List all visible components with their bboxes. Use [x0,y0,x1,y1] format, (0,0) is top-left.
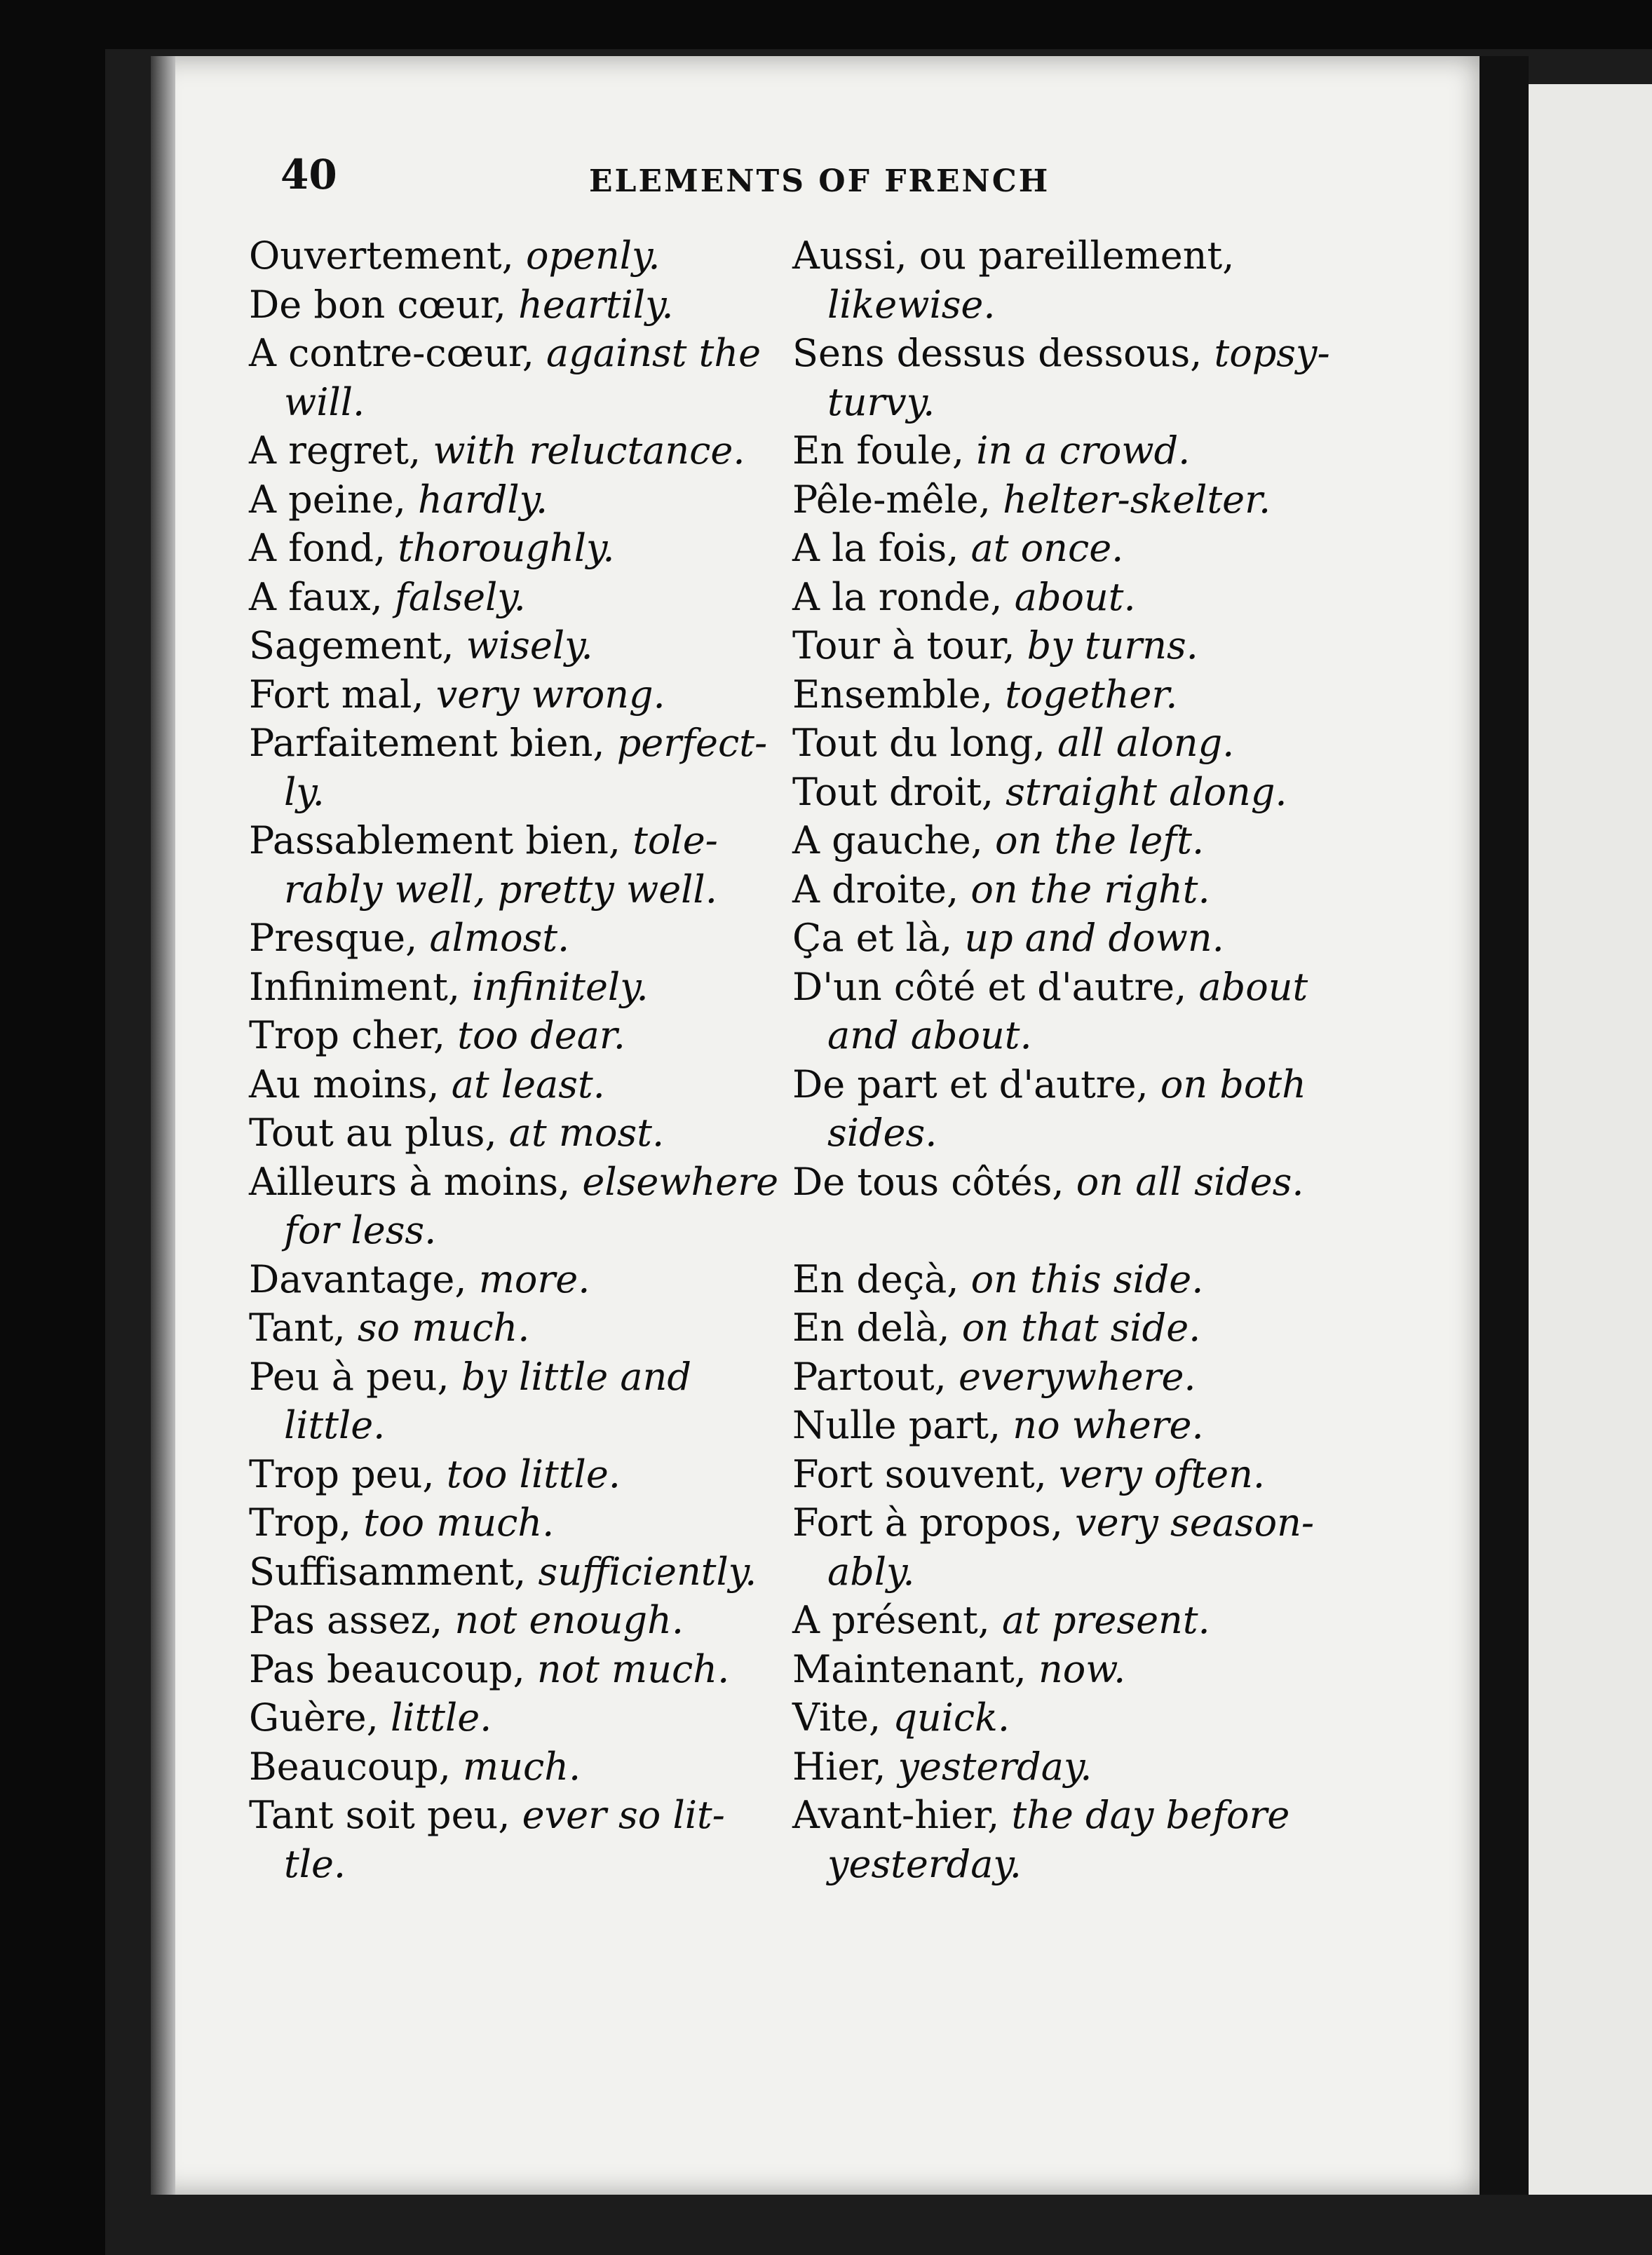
english-translation: on all sides. [1076,1159,1304,1204]
vocab-entry [249,524,789,573]
french-term: Vite, [792,1695,893,1740]
french-term: Partout, [792,1354,959,1399]
english-translation: falsely. [394,574,526,619]
french-term: Ça et là, [792,916,965,960]
french-term: Suffisamment, [249,1549,539,1594]
french-term: Hier, [792,1744,898,1789]
french-term: Tout du long, [792,721,1057,765]
vocab-entry [792,963,1346,1012]
vocab-entry [249,621,789,670]
entry-continuation [249,1401,789,1450]
english-translation: too dear. [457,1013,625,1057]
entry-continuation [792,1109,1346,1158]
english-translation: so much. [357,1306,530,1350]
vocab-entry [792,1450,1346,1499]
french-term: Parfaitement bien, [249,721,617,765]
french-term: A la ronde, [792,574,1015,619]
vocab-entry [249,426,789,475]
french-term: Tout au plus, [249,1111,509,1155]
vocab-entry [792,426,1346,475]
vocab-entry [249,1255,789,1304]
vocab-entry [792,865,1346,914]
vocab-entry [792,914,1346,963]
vocab-entry [249,1791,789,1840]
english-translation: quick. [893,1695,1010,1740]
vocab-entry [249,231,789,280]
french-term: De tous côtés, [792,1159,1076,1204]
english-translation: likewise. [827,282,996,327]
vocab-entry [249,1060,789,1109]
vocab-entry [249,670,789,719]
english-translation: helter-skelter. [1003,477,1271,522]
entry-continuation [792,378,1346,427]
english-translation: thoroughly. [398,526,615,570]
french-term: Davantage, [249,1257,479,1301]
english-translation: tle. [284,1841,346,1886]
english-translation: yesterday. [898,1744,1092,1789]
english-translation: straight along. [1006,769,1287,814]
french-term: Ouvertement, [249,233,526,278]
english-translation: turvy. [827,379,935,424]
french-term: Infiniment, [249,964,473,1009]
vocab-entry [792,1791,1346,1840]
vocab-entry [249,1498,789,1548]
vocab-entry [249,1303,789,1353]
english-translation: ably. [827,1549,915,1594]
vocab-entry [792,1353,1346,1402]
english-translation: very often. [1058,1451,1266,1496]
vocab-entry [249,1011,789,1060]
english-translation: rably well, pretty well. [284,867,717,912]
vocab-entry [792,1742,1346,1792]
blank-line [792,1206,1346,1255]
english-translation: heartily. [518,282,674,327]
french-term: Aussi, ou pareillement, [792,233,1235,278]
french-term: Passablement bien, [249,818,633,862]
vocab-entry [249,1158,789,1207]
vocab-entry [792,1303,1346,1353]
vocab-entry [792,1596,1346,1645]
english-translation: perfect- [616,721,768,765]
english-translation: on both [1160,1062,1306,1106]
english-translation: on this side. [970,1257,1204,1301]
english-translation: elsewhere [582,1159,779,1204]
page-number: 40 [280,151,337,198]
english-translation: about [1198,964,1308,1009]
english-translation: all along. [1057,721,1235,765]
vocab-entry [249,1596,789,1645]
vocab-entry [249,1548,789,1597]
vocab-entry [249,280,789,330]
french-term: A présent, [792,1598,1002,1642]
entry-continuation [249,768,789,817]
vocab-entry [792,1401,1346,1450]
vocab-entry [249,1450,789,1499]
english-translation: almost. [429,916,570,960]
english-translation: the day before [1011,1793,1290,1837]
french-term: A droite, [792,867,971,912]
vocab-entry [249,914,789,963]
vocab-entry [249,475,789,524]
entry-continuation [249,865,789,914]
french-term: A la fois, [792,526,971,570]
vocab-entry [792,329,1346,378]
french-term: D'un côté et d'autre, [792,964,1199,1009]
english-translation: much. [463,1744,581,1789]
french-term: A contre-cœur, [249,331,547,375]
entry-continuation [792,1840,1346,1889]
english-translation: at least. [451,1062,605,1106]
vocab-entry [249,329,789,378]
english-translation: up and down. [964,916,1224,960]
english-translation: too much. [363,1501,555,1545]
vocab-entry [792,621,1346,670]
french-term: A fond, [249,526,398,570]
french-term: Tant soit peu, [249,1793,522,1837]
french-term: Tour à tour, [792,623,1027,668]
french-term: Guère, [249,1695,391,1740]
english-translation: with reluctance. [433,428,745,473]
english-translation: ever so lit- [522,1793,725,1837]
french-term: De bon cœur, [249,282,519,327]
french-term: Fort mal, [249,672,436,717]
english-translation: topsy- [1214,331,1330,375]
vocab-entry [792,573,1346,622]
french-term: Avant-hier, [792,1793,1012,1837]
french-term: Peu à peu, [249,1354,461,1399]
english-translation: on the right. [970,867,1210,912]
english-translation: ly. [284,769,325,814]
english-translation: on that side. [961,1306,1201,1350]
english-translation: about. [1014,574,1136,619]
english-translation: hardly. [418,477,548,522]
entry-continuation [249,1206,789,1255]
english-translation: in a crowd. [976,428,1191,473]
french-term: A gauche, [792,818,996,862]
french-term: Fort souvent, [792,1451,1059,1496]
entry-continuation [792,280,1346,330]
french-term: Sens dessus dessous, [792,331,1214,375]
vocab-entry [792,670,1346,719]
french-term: Tant, [249,1306,358,1350]
french-term: Tout droit, [792,769,1006,814]
french-term: Trop peu, [249,1451,447,1496]
gutter-dark [1480,56,1529,2195]
english-translation: not much. [536,1646,730,1691]
french-term: Trop, [249,1501,364,1545]
english-translation: together. [1005,672,1178,717]
vocab-entry [249,719,789,768]
english-translation: at once. [970,526,1124,570]
english-translation: by little and [461,1354,691,1399]
french-term: Fort à propos, [792,1501,1076,1545]
vocab-entry [792,475,1346,524]
french-term: Maintenant, [792,1646,1038,1691]
english-translation: yesterday. [827,1841,1022,1886]
entry-continuation [792,1011,1346,1060]
vocab-entry [249,1742,789,1792]
english-translation: now. [1038,1646,1126,1691]
english-translation: infinitely. [472,964,649,1009]
french-term: Beaucoup, [249,1744,463,1789]
english-translation: on the left. [995,818,1205,862]
vocab-entry [792,768,1346,817]
vocab-entry [792,1060,1346,1109]
english-translation: tole- [632,818,718,862]
vocab-entry [792,719,1346,768]
right-column [792,231,1346,1888]
entry-continuation [249,1840,789,1889]
french-term: En deçà, [792,1257,971,1301]
vocab-entry [792,1693,1346,1742]
french-term: En foule, [792,428,977,473]
vocab-entry [792,1255,1346,1304]
french-term: Ensemble, [792,672,1006,717]
vocab-entry [249,1353,789,1402]
vocab-entry [249,963,789,1012]
french-term: Pas beaucoup, [249,1646,537,1691]
page-header [280,151,1472,207]
english-translation: at most. [508,1111,665,1155]
english-translation: very season- [1075,1501,1315,1545]
french-term: Ailleurs à moins, [249,1159,583,1204]
french-term: Trop cher, [249,1013,458,1057]
english-translation: little. [284,1403,386,1447]
english-translation: and about. [827,1013,1032,1057]
english-translation: everywhere. [958,1354,1196,1399]
english-translation: will. [284,379,365,424]
facing-page-edge [1529,84,1652,2195]
french-term: Sagement, [249,623,466,668]
vocab-entry [792,524,1346,573]
english-translation: openly. [525,233,661,278]
french-term: A regret, [249,428,433,473]
vocab-entry [249,1645,789,1694]
french-term: Au moins, [249,1062,452,1106]
french-term: Nulle part, [792,1403,1013,1447]
page-gutter-shadow [151,56,175,2195]
entry-continuation [792,1548,1346,1597]
english-translation: against the [546,331,761,375]
french-term: De part et d'autre, [792,1062,1160,1106]
english-translation: more. [478,1257,590,1301]
entry-continuation [249,378,789,427]
english-translation: no where. [1013,1403,1204,1447]
english-translation: not enough. [454,1598,684,1642]
vocab-entry [792,231,1346,280]
vocab-entry [249,1109,789,1158]
vocab-entry [249,816,789,865]
vocab-entry [792,1158,1346,1207]
english-translation: very wrong. [435,672,665,717]
vocab-entry [792,1645,1346,1694]
vocab-entry [792,1498,1346,1548]
french-term: A peine, [249,477,419,522]
english-translation: wisely. [466,623,593,668]
running-head: ELEMENTS OF FRENCH [589,163,1050,199]
english-translation: by turns. [1027,623,1198,668]
english-translation: sufficiently. [538,1549,757,1594]
left-column [249,231,789,1888]
vocab-entry [249,1693,789,1742]
french-term: En delà, [792,1306,962,1350]
vocab-entry [792,816,1346,865]
english-translation: sides. [827,1111,937,1155]
english-translation: too little. [446,1451,621,1496]
vocab-entry [249,573,789,622]
french-term: Pêle-mêle, [792,477,1003,522]
french-term: Presque, [249,916,430,960]
english-translation: at present. [1001,1598,1210,1642]
english-translation: for less. [284,1208,437,1252]
french-term: A faux, [249,574,395,619]
english-translation: little. [390,1695,492,1740]
french-term: Pas assez, [249,1598,455,1642]
